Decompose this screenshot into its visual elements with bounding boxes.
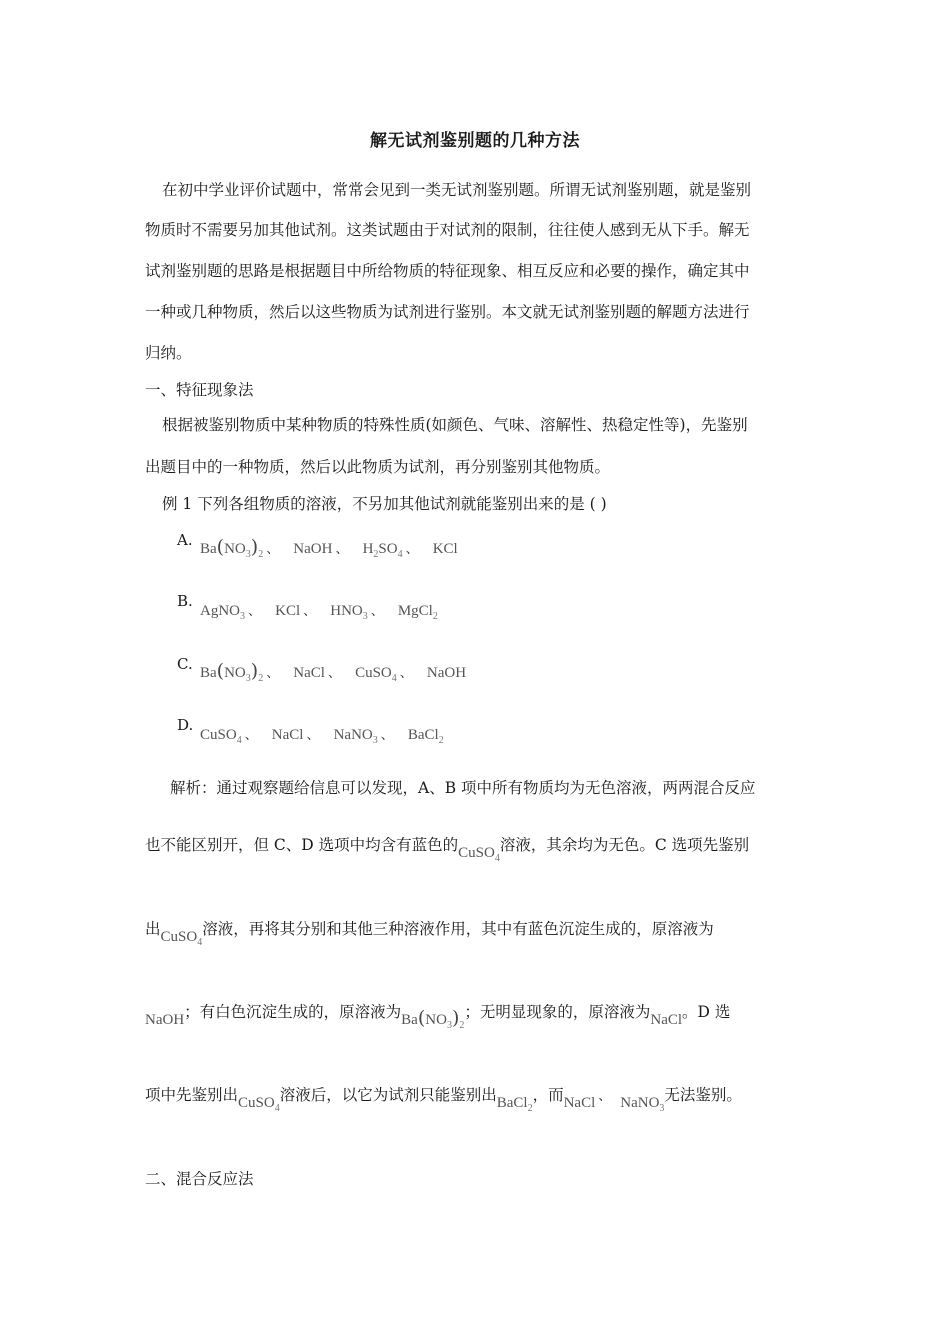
- analysis-line-2: 也不能区别开，但 C、D 选项中均含有蓝色的CuSO$_4$溶液，其余均为无色。C 选项先鉴别: [145, 836, 750, 864]
- formula-bacl2: BaCl$_2$: [407, 727, 444, 746]
- formula-nacl: NaCl: [563, 1095, 596, 1111]
- intro-line-3: 试剂鉴别题的思路是根据题目中所给物质的特征现象、相互反应和必要的操作，确定其中: [145, 262, 750, 280]
- example-1-question: 例 1 下列各组物质的溶液，不另加其他试剂就能鉴别出来的是 ( ): [162, 495, 607, 513]
- formula-cuso4: CuSO$_4$: [160, 929, 203, 948]
- formula-nacl: NaCl: [293, 665, 325, 681]
- formula-cuso4: CuSO$_4$: [355, 665, 397, 684]
- analysis-line-4: NaOH；有白色沉淀生成的，原溶液为$Ba(NO_3)_2$；无明显现象的，原溶液为NaCl。D 选: [145, 1003, 731, 1031]
- formula-mgcl2: MgCl$_2$: [397, 603, 438, 622]
- option-c-formulas: $Ba(NO_3)_2$ 、 NaCl 、 CuSO$_4$ 、 NaOH: [200, 660, 467, 684]
- section1-text-2: 出题目中的一种物质，然后以此物质为试剂，再分别鉴别其他物质。: [145, 458, 611, 476]
- formula-cuso4: CuSO$_4$: [458, 845, 500, 864]
- formula-nacl: NaCl: [650, 1012, 683, 1028]
- option-b-label: B.: [177, 592, 193, 610]
- formula-kcl: KCl: [432, 541, 458, 557]
- option-c-label: C.: [177, 655, 193, 673]
- analysis-line-1: 解析：通过观察题给信息可以发现，A、B 项中所有物质均为无色溶液，两两混合反应: [170, 779, 756, 797]
- analysis-line-5: 项中先鉴别出CuSO$_4$溶液后，以它为试剂只能鉴别出BaCl$_2$，而NaCl 、 NaNO$_3$无法鉴别。: [145, 1086, 742, 1114]
- section-heading-1: 一、特征现象法: [145, 381, 254, 399]
- formula-h2so4: $H_2SO_4$: [362, 541, 403, 560]
- section-heading-2: 二、混合反应法: [145, 1170, 254, 1188]
- analysis-line-3: 出CuSO$_4$溶液，再将其分别和其他三种溶液作用，其中有蓝色沉淀生成的，原溶液为: [145, 920, 714, 948]
- intro-line-2: 物质时不需要另加其他试剂。这类试题由于对试剂的限制，往往使人感到无从下手。解无: [145, 221, 750, 239]
- formula-nacl: NaCl: [271, 727, 304, 743]
- formula-naoh: NaOH: [145, 1012, 185, 1028]
- formula-agno3: AgNO$_3$: [200, 603, 245, 622]
- option-d-formulas: CuSO$_4$ 、 NaCl 、 NaNO$_3$ 、 BaCl$_2$: [200, 727, 444, 746]
- formula-ba-no3-2: $Ba(NO_3)_2$: [401, 1007, 465, 1031]
- formula-bacl2: BaCl$_2$: [496, 1095, 533, 1114]
- formula-naoh: NaOH: [426, 665, 467, 681]
- formula-kcl: KCl: [275, 603, 301, 619]
- page-title: 解无试剂鉴别题的几种方法: [370, 131, 580, 151]
- formula-naoh: NaOH: [293, 541, 333, 557]
- formula-nano3: NaNO$_3$: [620, 1095, 665, 1114]
- section1-text-1: 根据被鉴别物质中某种物质的特殊性质(如颜色、气味、溶解性、热稳定性等)，先鉴别: [162, 416, 748, 434]
- formula-ba-no3-2: $Ba(NO_3)_2$: [200, 660, 264, 684]
- option-d-label: D.: [177, 716, 194, 734]
- option-a-label: A.: [177, 531, 193, 549]
- intro-line-4: 一种或几种物质，然后以这些物质为试剂进行鉴别。本文就无试剂鉴别题的解题方法进行: [145, 303, 750, 321]
- formula-cuso4: CuSO$_4$: [238, 1095, 280, 1114]
- option-a-formulas: $Ba(NO_3)_2$ 、 NaOH 、 $H_2SO_4$ 、 KCl: [200, 536, 458, 560]
- formula-cuso4: CuSO$_4$: [200, 727, 242, 746]
- formula-ba-no3-2: $Ba(NO_3)_2$: [200, 536, 264, 560]
- formula-nano3: NaNO$_3$: [333, 727, 378, 746]
- intro-line-1: 在初中学业评价试题中，常常会见到一类无试剂鉴别题。所谓无试剂鉴别题，就是鉴别: [162, 181, 752, 199]
- formula-hno3: $HNO_3$: [330, 603, 368, 622]
- intro-line-5: 归纳。: [145, 344, 192, 362]
- option-b-formulas: AgNO$_3$ 、 KCl 、 $HNO_3$ 、 MgCl$_2$: [200, 603, 438, 622]
